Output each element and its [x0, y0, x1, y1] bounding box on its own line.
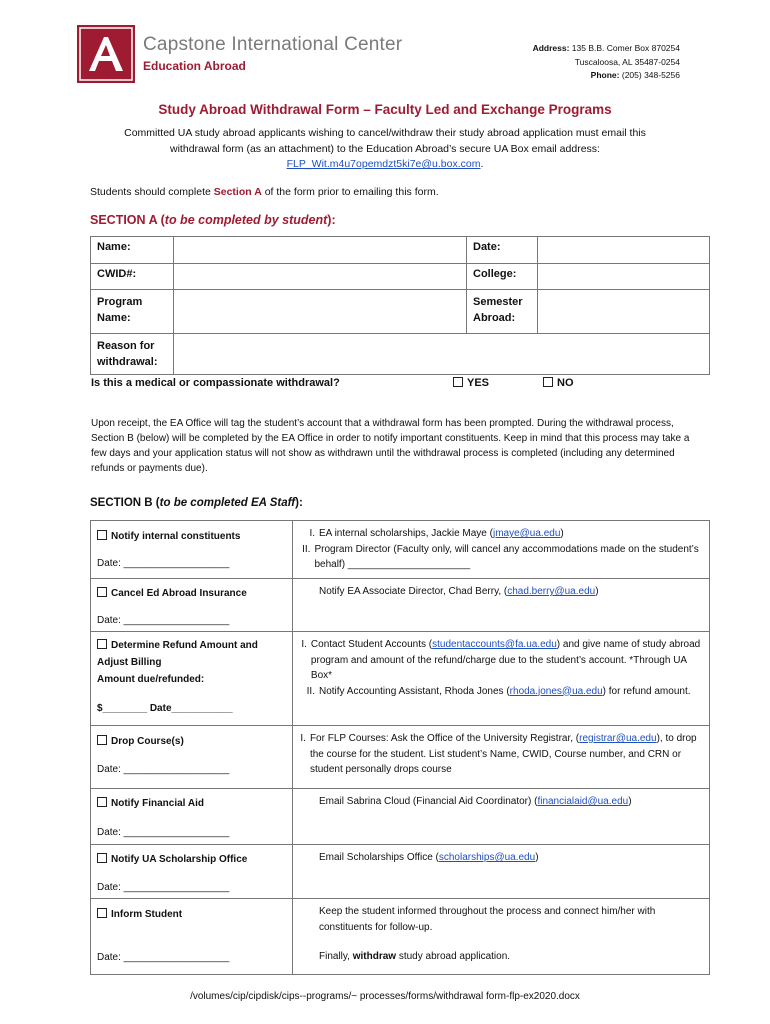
item-text-after: ) and give name of study abroad program and amount of the refund/charge due to the student’s account. *Through UA Box*	[310, 639, 701, 681]
task-cell	[91, 632, 293, 726]
box-email-link[interactable]: FLP_Wit.m4u7opemdzt5ki7e@u.box.com	[286, 158, 481, 170]
task-date: Date: ___________________	[97, 764, 230, 775]
task-details	[293, 899, 710, 975]
date-label: Date:	[467, 237, 538, 264]
college-field[interactable]	[538, 264, 710, 290]
task-details	[293, 632, 710, 726]
item-text-after: )	[595, 586, 599, 597]
form-title: Study Abroad Withdrawal Form – Faculty Led and Exchange Programs	[158, 102, 612, 117]
yes-option[interactable]	[453, 377, 489, 389]
phone-label: Phone:	[590, 70, 620, 80]
address-label: Address:	[532, 43, 570, 53]
receipt-paragraph: Upon receipt, the EA Office will tag the student’s account that a withdrawal form has been prompted. During the withdrawal process, Section B (below) will be completed by the EA Office in order to notify important constituents. Keep in mind that this process may take a few days and your application status will not show as withdrawn until the withdrawal process is completed (including any determined refunds or payments due).	[91, 418, 690, 474]
task-checkbox[interactable]	[97, 797, 107, 807]
email-link[interactable]: financialaid@ua.edu	[537, 796, 629, 807]
org-subtitle: Education Abroad	[143, 59, 246, 73]
address-line2: Tuscaloosa, AL 35487-0254	[574, 56, 680, 67]
task-label: Notify UA Scholarship Office	[111, 854, 248, 865]
task-checkbox[interactable]	[97, 639, 107, 649]
task-date: Date: ___________________	[97, 615, 230, 626]
note-highlight: Section A	[213, 186, 262, 198]
item-text-after: ) for refund amount.	[602, 685, 691, 697]
email-link[interactable]: rhoda.jones@ua.edu	[509, 685, 603, 697]
task-cell	[91, 521, 293, 579]
task-label: Inform Student	[111, 909, 183, 920]
email-link[interactable]: jmaye@ua.edu	[492, 528, 561, 539]
item-text-after: ), to drop the course for the student. List student’s Name, CWID, Course number, and CRN or student personally drops course	[309, 733, 697, 775]
task-row	[91, 521, 710, 579]
date-field[interactable]	[538, 237, 710, 264]
section-a-italic: to be completed by student	[164, 213, 328, 227]
task-label: Determine Refund Amount and Adjust Billing	[97, 640, 258, 668]
instruction-note	[90, 186, 439, 198]
task-label: Drop Course(s)	[111, 736, 184, 747]
task-label: Notify internal constituents	[111, 531, 241, 542]
task-row	[91, 789, 710, 845]
staff-tasks-table	[90, 520, 710, 975]
final-bold: withdraw	[352, 951, 397, 962]
task-details	[293, 521, 710, 579]
item-text: For FLP Courses: Ask the Office of the University Registrar, (	[309, 733, 580, 744]
item-text: EA internal scholarships, Jackie Maye (	[319, 528, 493, 539]
yes-label: YES	[467, 377, 490, 389]
task-details	[293, 789, 710, 845]
item-number: I.	[301, 639, 307, 650]
address-block	[533, 42, 680, 83]
note-post: of the form prior to emailing this form.	[261, 186, 439, 198]
task-cell	[91, 899, 293, 975]
section-a-title	[90, 213, 336, 227]
task-row	[91, 899, 710, 975]
medical-question: Is this a medical or compassionate withdrawal?	[91, 377, 340, 389]
item-text-after: )	[628, 796, 632, 807]
item-text: Keep the student informed throughout the process and connect him/her with constituents for follow-up.	[319, 906, 656, 933]
no-checkbox[interactable]	[543, 377, 553, 387]
file-path-footer: /volumes/cip/cipdisk/cips--programs/~ processes/forms/withdrawal form-flp-ex2020.docx	[190, 991, 580, 1002]
intro-line1: Committed UA study abroad applicants wishing to cancel/withdraw their study abroad application must email this	[124, 127, 646, 139]
program-label: Program Name:	[91, 290, 174, 334]
cwid-field[interactable]	[174, 264, 467, 290]
name-label: Name:	[91, 237, 174, 264]
semester-label: Semester Abroad:	[467, 290, 538, 334]
final-post: study abroad application.	[396, 951, 511, 962]
task-date: Date: ___________________	[97, 827, 230, 838]
task-label: Notify Financial Aid	[111, 798, 204, 809]
no-option[interactable]	[543, 377, 574, 389]
reason-field[interactable]	[174, 334, 710, 375]
email-link[interactable]: registrar@ua.edu	[579, 733, 657, 744]
item-number: I.	[309, 528, 315, 539]
note-pre: Students should complete	[90, 186, 214, 198]
amount-label: Amount due/refunded:	[97, 674, 205, 685]
final-pre: Finally,	[319, 951, 353, 962]
task-date: Date: ___________________	[97, 882, 230, 893]
email-link[interactable]: studentaccounts@fa.ua.edu	[432, 639, 557, 650]
task-details	[293, 726, 710, 789]
task-date: Date: ___________________	[97, 558, 230, 569]
address-line1: 135 B.B. Comer Box 870254	[571, 43, 680, 53]
task-cell	[91, 789, 293, 845]
semester-field[interactable]	[538, 290, 710, 334]
name-field[interactable]	[174, 237, 467, 264]
task-date: Date: ___________________	[97, 952, 230, 963]
task-row	[91, 579, 710, 632]
university-logo	[77, 25, 135, 83]
item-text: Email Sabrina Cloud (Financial Aid Coordinator) (	[319, 796, 538, 807]
org-name: Capstone International Center	[143, 34, 403, 55]
email-link[interactable]: chad.berry@ua.edu	[507, 586, 596, 597]
item-text-after: )	[535, 852, 539, 863]
task-details	[293, 579, 710, 632]
task-row	[91, 845, 710, 899]
phone-number: (205) 348-5256	[621, 70, 680, 80]
college-label: College:	[467, 264, 538, 290]
task-row	[91, 632, 710, 726]
intro-period: .	[480, 158, 484, 170]
section-b-suffix: ):	[295, 497, 303, 509]
item-number: II.	[302, 543, 311, 555]
section-b-title	[90, 497, 303, 509]
item-text: Contact Student Accounts (	[310, 639, 433, 650]
item-text: Program Director (Faculty only, will cancel any accommodations made on the student’s behalf) ______________________	[314, 543, 699, 570]
task-checkbox[interactable]	[97, 908, 107, 918]
item-text: Notify EA Associate Director, Chad Berry, (	[319, 586, 508, 597]
email-link[interactable]: scholarships@ua.edu	[438, 852, 536, 863]
task-cell	[91, 845, 293, 899]
task-checkbox[interactable]	[97, 735, 107, 745]
section-b-prefix: SECTION B (	[90, 497, 160, 509]
student-info-table	[90, 236, 710, 375]
amount-line: $________ Date___________	[97, 703, 233, 714]
task-cell	[91, 579, 293, 632]
intro-text	[100, 126, 670, 173]
task-cell	[91, 726, 293, 789]
intro-line2: withdrawal form (as an attachment) to the Education Abroad’s secure UA Box email address:	[170, 142, 600, 155]
item-text: Notify Accounting Assistant, Rhoda Jones (	[319, 685, 510, 697]
section-a-prefix: SECTION A (	[90, 213, 165, 227]
section-a-suffix: ):	[327, 213, 336, 227]
task-details	[293, 845, 710, 899]
item-number: II.	[306, 685, 315, 697]
item-number: I.	[300, 733, 306, 744]
section-b-italic: to be completed EA Staff	[159, 497, 296, 509]
program-field[interactable]	[174, 290, 467, 334]
task-row	[91, 726, 710, 789]
reason-label: Reason for withdrawal:	[91, 334, 174, 375]
task-checkbox[interactable]	[97, 587, 107, 597]
item-text: Email Scholarships Office (	[319, 852, 439, 863]
yes-checkbox[interactable]	[453, 377, 463, 387]
task-label: Cancel Ed Abroad Insurance	[111, 588, 247, 599]
cwid-label: CWID#:	[91, 264, 174, 290]
task-checkbox[interactable]	[97, 530, 107, 540]
item-text-after: )	[560, 528, 564, 539]
no-label: NO	[557, 377, 574, 389]
task-checkbox[interactable]	[97, 853, 107, 863]
